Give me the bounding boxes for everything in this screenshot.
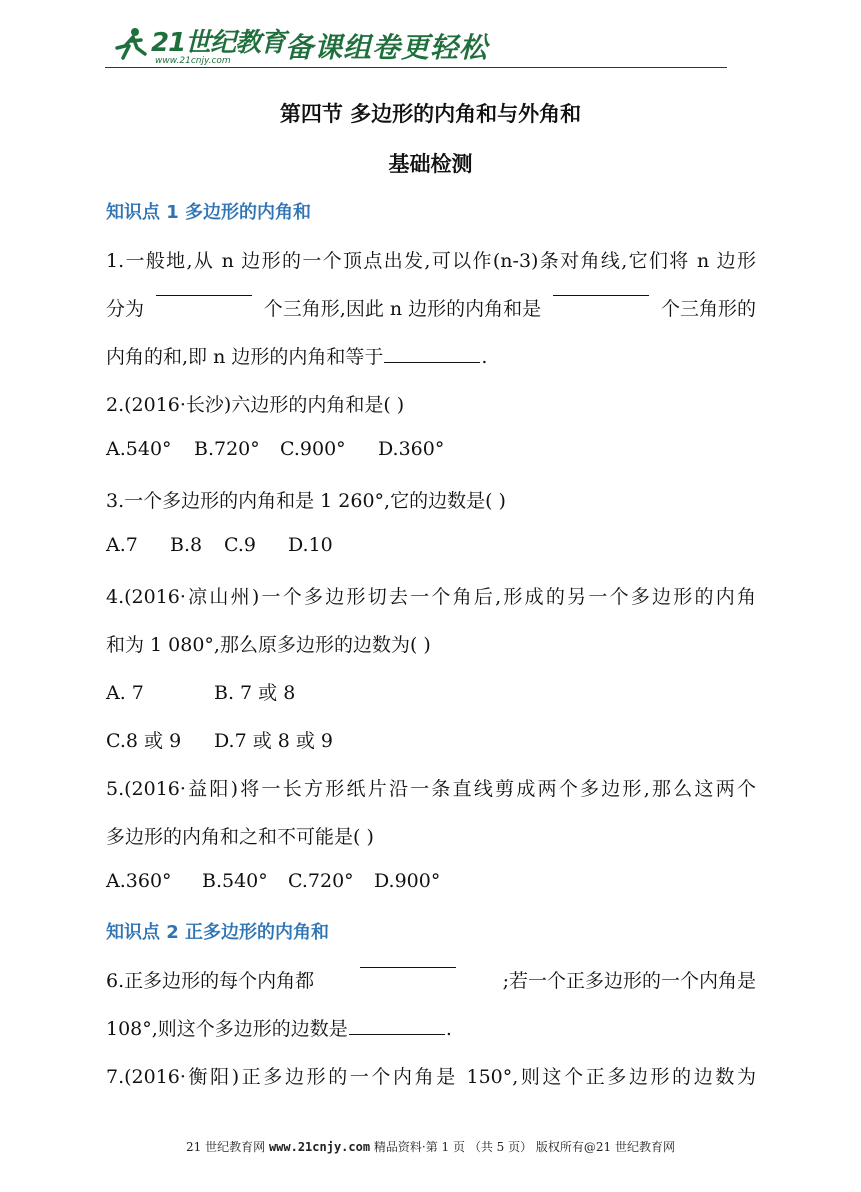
q1-text-a: 分为 — [106, 298, 145, 320]
q3-option-b: B.8 — [170, 534, 203, 556]
q4-options-row-2 — [106, 726, 756, 753]
q1-line-2 — [106, 294, 756, 321]
q2-stem: 2.(2016·长沙)六边形的内角和是( ) — [106, 394, 405, 416]
section-heading-1: 知识点 1 多边形的内角和 — [106, 202, 312, 223]
q5-option-c: C.720° — [288, 870, 354, 892]
q1-text-b: 个三角形,因此 n 边形的内角和是 — [263, 298, 542, 320]
q4-option-a: A. 7 — [106, 682, 144, 704]
q4-option-d: D.7 或 8 或 9 — [214, 730, 334, 752]
footer-site-name: 21 世纪教育网 — [186, 1140, 266, 1154]
q6-text-b: ;若一个正多边形的一个内角是 — [502, 970, 756, 992]
q5-option-d: D.900° — [374, 870, 441, 892]
answer-blank[interactable] — [360, 966, 456, 968]
answer-blank[interactable] — [553, 294, 649, 296]
footer-copyright: 精品资料·第 1 页 （共 5 页） 版权所有@21 世纪教育网 — [373, 1140, 675, 1154]
q3-option-a: A.7 — [106, 534, 138, 556]
q1-text-d: 内角的和,即 n 边形的内角和等于 — [106, 346, 384, 368]
q2-option-a: A.540° — [106, 438, 172, 460]
q1-text-c: 个三角形的 — [660, 298, 756, 320]
q1-text-e: . — [481, 346, 488, 368]
q3-options — [106, 534, 756, 556]
section-heading-2: 知识点 2 正多边形的内角和 — [106, 922, 330, 943]
q5-option-b: B.540° — [202, 870, 268, 892]
q5-line-1: 5.(2016·益阳)将一长方形纸片沿一条直线剪成两个多边形,那么这两个 — [106, 778, 756, 800]
answer-blank[interactable] — [384, 361, 480, 363]
q4-option-b: B. 7 或 8 — [214, 682, 296, 704]
q2-option-c: C.900° — [280, 438, 346, 460]
q3-option-d: D.10 — [288, 534, 333, 556]
q5-options — [106, 870, 756, 892]
q4-options-row-1 — [106, 678, 756, 705]
q6-text-d: . — [445, 1018, 452, 1040]
q6-text-a: 6.正多边形的每个内角都 — [106, 970, 315, 992]
q3-option-c: C.9 — [224, 534, 256, 556]
footer-url[interactable]: www.21cnjy.com — [268, 1140, 371, 1154]
q6-line-2 — [106, 1014, 756, 1041]
q5-option-a: A.360° — [106, 870, 172, 892]
page-footer — [0, 1138, 861, 1155]
q1-line-3 — [106, 342, 756, 369]
q4-option-c: C.8 或 9 — [106, 730, 182, 752]
header-slogan: 备课组卷更轻松 — [285, 31, 489, 64]
q2-option-d: D.360° — [378, 438, 445, 460]
runner-logo-icon — [111, 26, 149, 64]
logo-text: 21世纪教育 — [151, 28, 286, 58]
q4-line-2: 和为 1 080°,那么原多边形的边数为( ) — [106, 634, 431, 656]
header-rule — [105, 67, 727, 68]
q4-line-1: 4.(2016·凉山州)一个多边形切去一个角后,形成的另一个多边形的内角 — [106, 586, 756, 608]
q2-options — [106, 438, 756, 460]
q3-stem: 3.一个多边形的内角和是 1 260°,它的边数是( ) — [106, 490, 506, 512]
q6-text-c: 108°,则这个多边形的边数是 — [106, 1018, 348, 1040]
q7-line-1: 7.(2016·衡阳)正多边形的一个内角是 150°,则这个正多边形的边数为 — [106, 1066, 756, 1088]
page-title: 第四节 多边形的内角和与外角和 — [279, 101, 582, 126]
q1-line-1: 1.一般地,从 n 边形的一个顶点出发,可以作(n-3)条对角线,它们将 n 边形 — [106, 250, 756, 272]
page-subtitle: 基础检测 — [388, 151, 473, 176]
q5-line-2: 多边形的内角和之和不可能是( ) — [106, 826, 374, 848]
page-header — [105, 20, 727, 72]
logo-url: www.21cnjy.com — [155, 56, 231, 66]
q6-line-1 — [106, 966, 756, 993]
answer-blank[interactable] — [156, 294, 252, 296]
q2-option-b: B.720° — [194, 438, 260, 460]
answer-blank[interactable] — [349, 1033, 445, 1035]
